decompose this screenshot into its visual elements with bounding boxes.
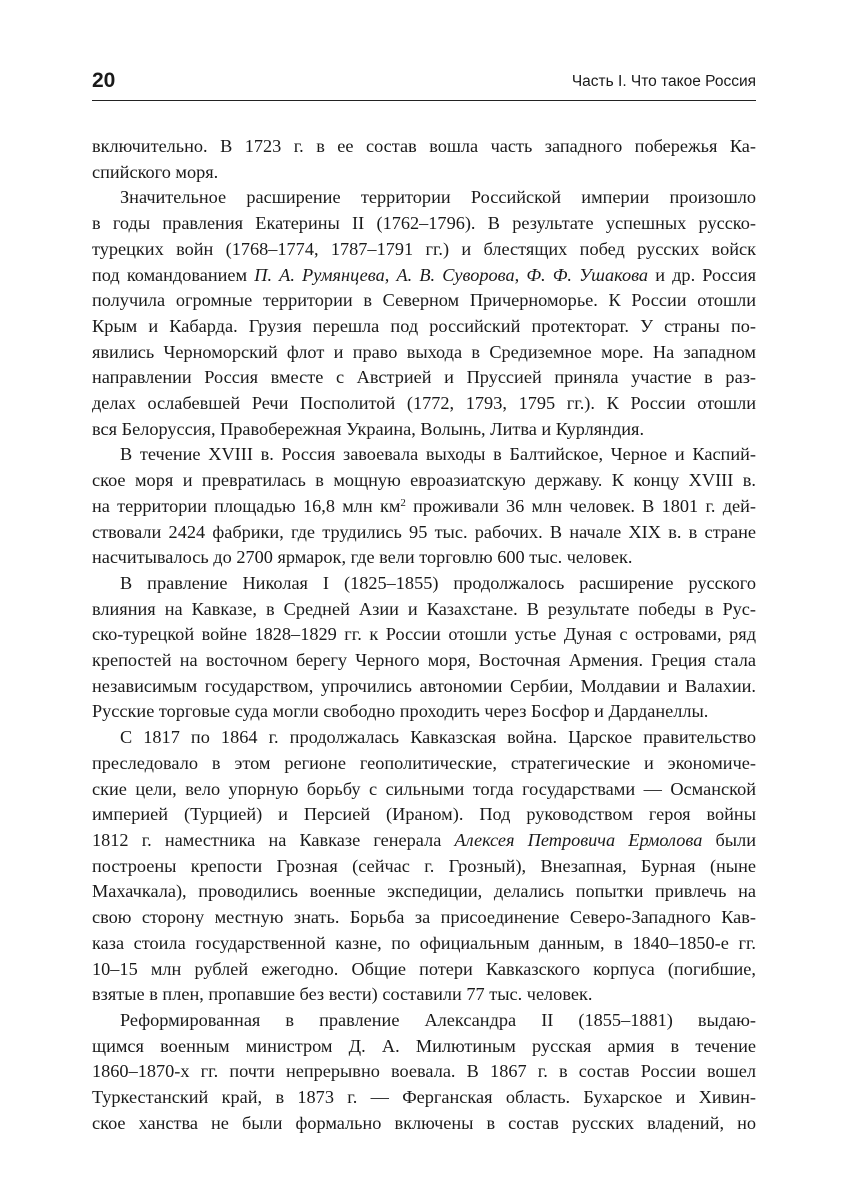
text-line: включительно. В 1723 г. в ее состав вошла часть западного побережья Ка- (92, 136, 756, 156)
text-line: преследовало в этом регионе геополитические, стратегические и экономиче- (92, 752, 756, 773)
text-line: 1812 г. наместника на Кавказе генерала Алексея Петровича Ермолова были (92, 829, 756, 850)
text-line: направлении Россия вместе с Австрией и Пруссией приняла участие в раз- (92, 367, 756, 388)
text-line: на территории площадью 16,8 млн $км^2$ проживали 36 млн человек. В 1801 г. дей- (92, 495, 756, 516)
text-line: 10–15 млн рублей ежегодно. Общие потери Кавказского корпуса (погибшие, (92, 958, 756, 979)
text-line: получила огромные территории в Северном Причерноморье. К России отошли (92, 290, 756, 311)
text-line: крепостей на восточном берегу Черного моря, Восточная Армения. Греция стала (92, 650, 756, 671)
text-line: насчитывалось до 2700 ярмарок, где вели торговлю 600 тыс. человек. (92, 547, 633, 568)
text-line: в годы правления Екатерины II (1762–1796). В результате успешных русско- (92, 213, 756, 234)
text-line: влияния на Кавказе, в Средней Азии и Казахстане. В результате победы в Рус- (92, 598, 756, 619)
paragraph-3 (92, 442, 756, 571)
text-line: С 1817 по 1864 г. продолжалась Кавказская война. Царское правительство (120, 727, 756, 748)
text-line: ские цели, вело упорную борьбу с сильными тогда государствами — Османской (92, 778, 756, 799)
text-line: ско-турецкой войне 1828–1829 гг. к России отошли устье Дуная с островами, ряд (92, 624, 756, 645)
text-line: вся Белоруссия, Правобережная Украина, Волынь, Литва и Курляндия. (92, 418, 645, 439)
text-line: свою сторону местную знать. Борьба за присоединение Северо-Западного Кав- (92, 907, 756, 928)
text-line: Крым и Кабарда. Грузия перешла под российский протекторат. У страны по- (92, 315, 756, 336)
text-line: щимся военным министром Д. А. Милютиным русская армия в течение (92, 1035, 756, 1056)
paragraph-4 (92, 571, 756, 725)
running-head: Часть I. Что такое Россия (571, 73, 756, 90)
text-line: ское ханства не были формально включены в состав русских владений, но (92, 1112, 756, 1133)
body-text (92, 134, 756, 1136)
text-line: спийского моря. (92, 161, 219, 182)
text-line: взятые в плен, пропавшие без вести) составили 77 тыс. человек. (92, 984, 593, 1005)
text-line: построены крепости Грозная (сейчас г. Грозный), Внезапная, Бурная (ныне (92, 855, 756, 876)
text-line: делах ослабевшей Речи Посполитой (1772, 1793, 1795 гг.). К России отошли (92, 393, 756, 414)
paragraph-1 (92, 134, 756, 185)
paragraph-6 (92, 1008, 756, 1137)
page-header (92, 66, 756, 101)
text-line: каза стоила государственной казне, по официальным данным, в 1840–1850-е гг. (92, 932, 756, 953)
paragraph-2 (92, 185, 756, 442)
text-line: Туркестанский край, в 1873 г. — Ферганская область. Бухарское и Хивин- (92, 1087, 756, 1108)
text-line: Русские торговые суда могли свободно проходить через Босфор и Дарданеллы. (92, 701, 709, 722)
paragraph-5 (92, 725, 756, 1008)
text-line: независимым государством, упрочились автономии Сербии, Молдавии и Валахии. (92, 675, 756, 696)
text-line: Махачкала), проводились военные экспедиции, делались попытки привлечь на (92, 881, 756, 902)
text-line: явились Черноморский флот и право выхода в Средиземное море. На западном (92, 341, 756, 362)
text-line: Реформированная в правление Александра II (1855–1881) выдаю- (120, 1009, 756, 1030)
text-line: ствовали 2424 фабрики, где трудились 95 тыс. рабочих. В начале XIX в. в стране (92, 521, 756, 542)
text-line: турецких войн (1768–1774, 1787–1791 гг.) и блестящих побед русских войск (92, 238, 756, 259)
text-line: В правление Николая I (1825–1855) продолжалось расширение русского (120, 572, 756, 593)
text-line: Значительное расширение территории Российской империи произошло (120, 187, 756, 208)
text-line: В течение XVIII в. Россия завоевала выходы в Балтийское, Черное и Каспий- (120, 444, 756, 465)
text-line: под командованием П. А. Румянцева, А. В. Суворова, Ф. Ф. Ушакова и др. Россия (92, 264, 756, 285)
text-line: империей (Турцией) и Персией (Ираном). Под руководством героя войны (92, 804, 756, 825)
text-line: ское моря и превратилась в мощную евроазиатскую державу. К концу XVIII в. (92, 470, 756, 491)
text-line: 1860–1870-х гг. почти непрерывно воевала. В 1867 г. в состав России вошел (92, 1061, 756, 1082)
page-number: 20 (92, 69, 116, 92)
